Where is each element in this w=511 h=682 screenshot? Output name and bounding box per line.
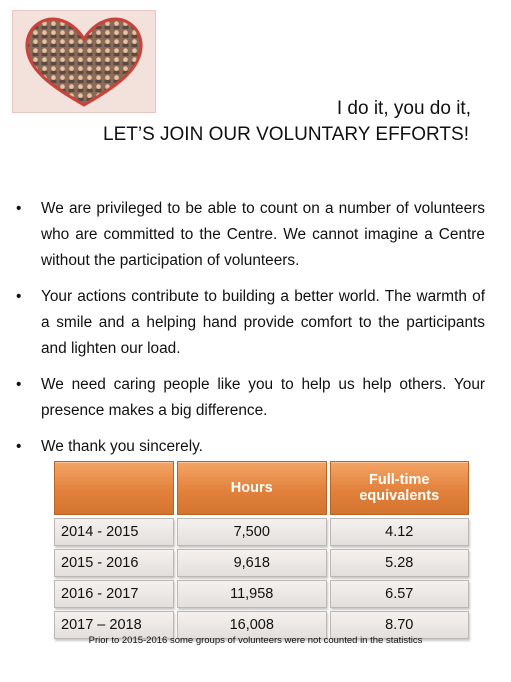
cell-fte: 6.57: [330, 580, 470, 608]
cell-period: 2014 - 2015: [54, 518, 174, 546]
bullet-list: [12, 196, 485, 470]
bullet-text: We thank you sincerely.: [41, 438, 203, 455]
cell-fte: 4.12: [330, 518, 470, 546]
header-hours: Hours: [177, 461, 327, 515]
table-row: [54, 580, 469, 608]
table-footnote: Prior to 2015-2016 some groups of volunteers were not counted in the statistics: [88, 635, 423, 646]
heading-line-2: LET’S JOIN OUR VOLUNTARY EFFORTS!: [103, 124, 469, 145]
bullet-text: We are privileged to be able to count on a number of volunteers who are committed to the Centre. We cannot imagine a Centre without the participation of volunteers.: [41, 200, 485, 269]
bullet-text: We need caring people like you to help us help others. Your presence makes a big difference.: [41, 376, 485, 419]
header-period: [54, 461, 174, 515]
table-row: [54, 549, 469, 577]
cell-period: 2016 - 2017: [54, 580, 174, 608]
heading-line-1: I do it, you do it,: [336, 98, 471, 119]
cell-period: 2017 – 2018: [54, 611, 174, 639]
bullet-text: Your actions contribute to building a better world. The warmth of a smile and a helping hand provide comfort to the participants and lighten our load.: [41, 288, 485, 357]
bullet-item: [12, 284, 485, 362]
page-heading: [103, 96, 471, 148]
cell-hours: 9,618: [177, 549, 327, 577]
table-header-row: [54, 461, 469, 515]
bullet-item: [12, 372, 485, 424]
header-fte: Full-time equivalents: [330, 461, 470, 515]
bullet-item: [12, 196, 485, 274]
bullet-item: [12, 434, 485, 460]
bullet-icon: •: [16, 438, 22, 455]
bullet-icon: •: [16, 376, 22, 393]
bullet-icon: •: [16, 288, 22, 305]
cell-hours: 11,958: [177, 580, 327, 608]
cell-hours: 16,008: [177, 611, 327, 639]
cell-fte: 8.70: [330, 611, 470, 639]
cell-hours: 7,500: [177, 518, 327, 546]
bullet-icon: •: [16, 200, 22, 217]
table-row: [54, 518, 469, 546]
cell-fte: 5.28: [330, 549, 470, 577]
volunteer-hours-table: [51, 458, 472, 642]
cell-period: 2015 - 2016: [54, 549, 174, 577]
